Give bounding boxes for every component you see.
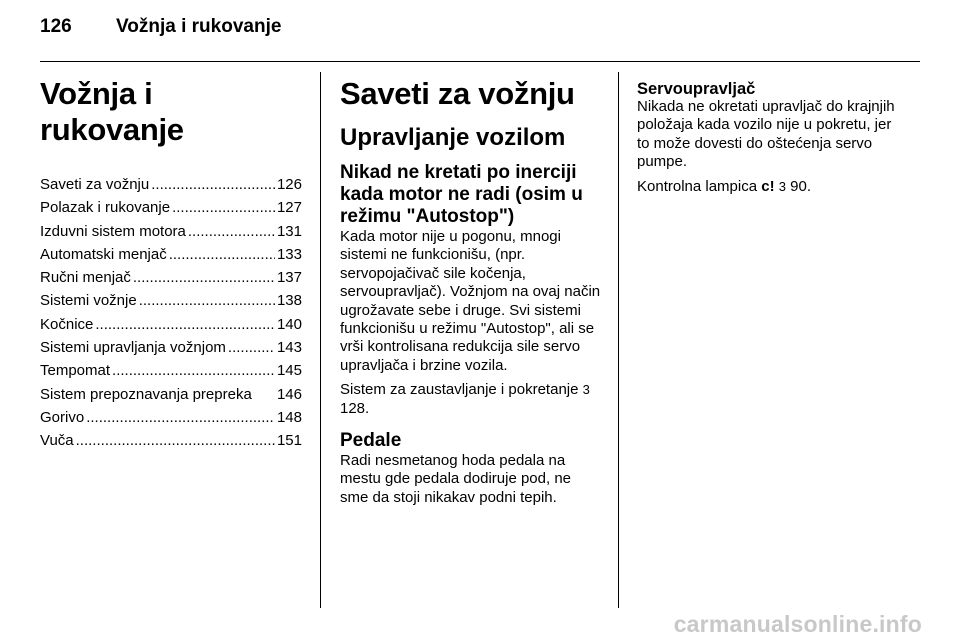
toc-leader-dots [139,292,275,309]
toc-item-title: Gorivo [40,408,85,426]
toc-item[interactable] [40,316,302,339]
section-title: Saveti za vožnju [340,76,575,111]
toc-item-page: 148 [276,408,302,426]
paragraph-pedals: Radi nesmetanog hoda pedala na mestu gde pedala dodiruje pod, ne sme da stoji nikakav podni tepih. [340,452,572,506]
heading-no-coasting: Nikad ne kretati po inerciji kada motor ne radi (osim u režimu "Autostop") [340,162,583,227]
toc-item[interactable] [40,223,302,246]
toc-item-title: Polazak i rukovanje [40,199,171,217]
toc-leader-dots [112,362,275,379]
paragraph-engine-off: Kada motor nije u pogonu, mnogi sistemi ne funkcionišu, (npr. servopojačivač sile kočenja, servoupravljač). Vožnjom na ovaj način ugrožavate sebe i druge. Svi sistemi funkcionišu u režimu "Autostop", ali se vrši kontrolisana redukcija sile servo upravljača i brzine vozila. [340,228,601,374]
toc-item-page: 131 [276,222,302,240]
toc-leader-dots [133,269,275,286]
header-section-title: Vožnja i rukovanje [116,16,282,37]
toc-item[interactable] [40,176,302,199]
page-ref-arrow-icon: 3 [778,178,786,194]
toc-item[interactable] [40,292,302,315]
toc-item-title: Izduvni sistem motora [40,222,186,240]
toc-item-page: 126 [276,176,302,193]
toc-item[interactable] [40,409,302,432]
main-column [340,72,602,513]
toc-item[interactable] [40,362,302,385]
toc-item-title: Sistem prepoznavanja prepreka [40,385,252,403]
header-rule [40,61,920,62]
toc-item-page: 145 [276,362,302,380]
toc-item-page: 138 [276,292,302,310]
toc-item-title: Tempomat [40,362,111,380]
toc-item-title: Vuča [40,432,74,450]
toc-column [40,72,302,456]
page-header [40,16,281,38]
toc-item-title: Ručni menjač [40,269,131,287]
toc-item-title: Sistemi vožnje [40,292,137,310]
right-column [637,72,899,202]
paragraph-stop-start [340,381,602,418]
toc-leader-dots [76,432,275,449]
watermark: carmanualsonline.info [673,611,922,637]
toc-item-page: 137 [276,269,302,287]
column-divider-1 [320,72,321,608]
paragraph-warning-light [637,178,899,196]
toc-item[interactable] [40,386,302,409]
toc-item-title: Kočnice [40,315,94,333]
toc-leader-dots [169,246,275,263]
toc-item-page: 133 [276,245,302,263]
heading-pedals: Pedale [340,430,402,452]
toc-item[interactable] [40,269,302,292]
page-number: 126 [40,16,72,37]
toc-leader-dots [188,223,275,240]
steering-warning-icon: c! [761,177,775,195]
stop-start-page-ref[interactable]: 128. [340,399,370,417]
toc-leader-dots [172,199,275,216]
column-divider-2 [618,72,619,608]
warning-light-page-ref[interactable]: 90. [790,177,812,195]
toc-item[interactable] [40,339,302,362]
paragraph-power-steering: Nikada ne okretati upravljač do krajnjih položaja kada vozilo nije u pokretu, jer to može dovesti do oštećenja servo pumpe. [637,98,895,171]
toc-item-title: Saveti za vožnju [40,176,150,193]
warning-light-text: Kontrolna lampica [637,177,758,195]
page-ref-arrow-icon: 3 [582,382,590,398]
toc-leader-dots [95,316,275,333]
toc-item[interactable] [40,199,302,222]
toc-item-page: 146 [276,385,302,403]
toc-list [40,176,302,456]
stop-start-text: Sistem za zaustavljanje i pokretanje [340,381,579,399]
toc-leader-dots [151,176,275,193]
toc-item[interactable] [40,432,302,455]
section-subtitle: Upravljanje vozilom [340,124,566,151]
toc-leader-dots [228,339,275,356]
toc-leader-dots [86,409,275,426]
toc-item[interactable] [40,246,302,269]
toc-item-title: Automatski menjač [40,245,167,263]
toc-item-title: Sistemi upravljanja vožnjom [40,339,226,357]
toc-item-page: 143 [276,339,302,357]
heading-power-steering: Servoupravljač [637,80,756,98]
toc-title: Vožnja i rukovanje [40,76,184,147]
toc-item-page: 127 [276,199,302,217]
toc-item-page: 140 [276,315,302,333]
toc-item-page: 151 [276,432,302,450]
